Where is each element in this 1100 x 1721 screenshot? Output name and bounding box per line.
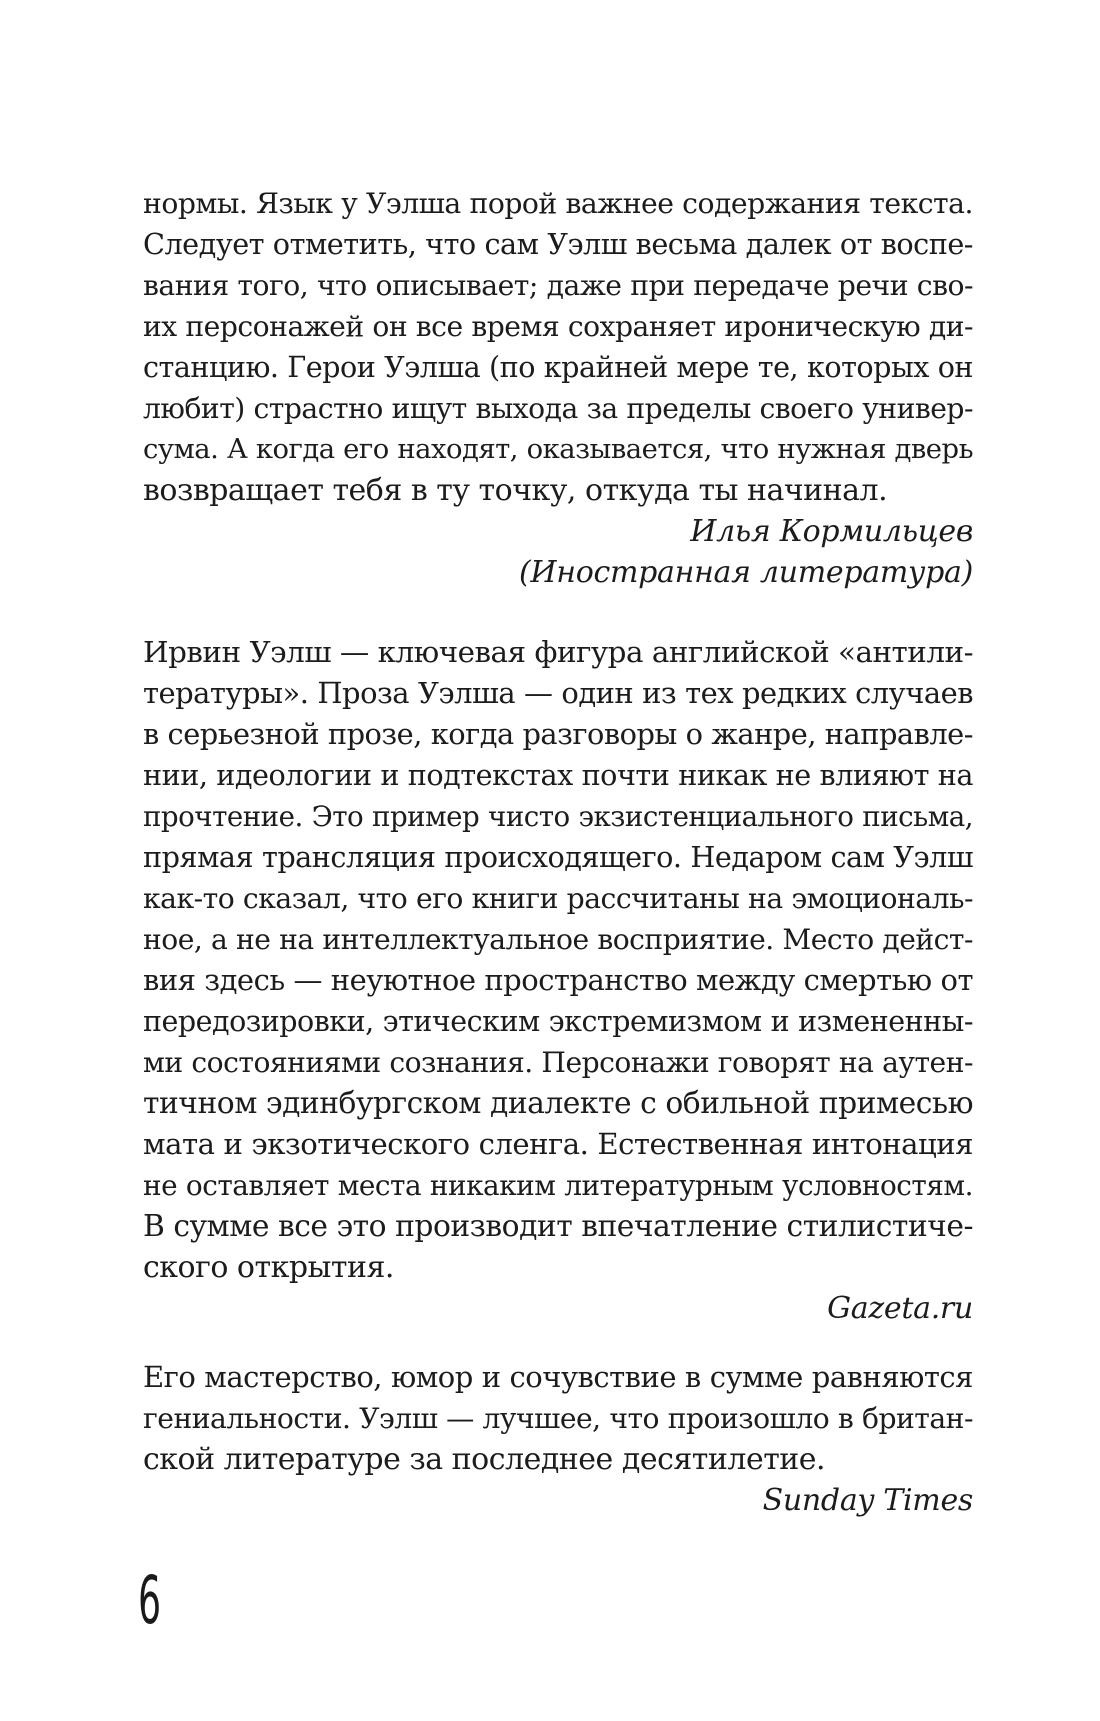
text-line: Его мастерство, юмор и сочувствие в сумме равняются (143, 1360, 973, 1394)
text-line: вания того, что описывает; даже при передаче речи сво- (143, 269, 973, 302)
review-gazeta (143, 632, 973, 1329)
review-sunday-times (143, 1357, 973, 1521)
text-line: Ирвин Уэлш — ключевая фигура английской «антили- (143, 635, 973, 669)
text-line: не оставляет места никаким литературным условностям. (143, 1169, 973, 1202)
text-line: прямая трансляция происходящего. Недаром сам Уэлш (143, 840, 973, 874)
text-line: ской литературе за последнее десятилетие. (143, 1442, 826, 1477)
text-line: ми состояниями сознания. Персонажи говорят на аутен- (143, 1046, 973, 1079)
attribution-source: Sunday Times (762, 1483, 973, 1518)
text-line: нормы. Язык у Уэлша порой важнее содержания текста. (143, 187, 973, 220)
review-kormiltsev (143, 183, 973, 593)
attribution-source: Gazeta.ru (827, 1291, 973, 1326)
text-line: тичном эдинбургском диалекте с обильной примесью (143, 1086, 973, 1121)
text-line: ского открытия. (143, 1250, 394, 1285)
text-line: ное, а не на интеллектуальное восприятие. Место дейст- (143, 923, 973, 956)
text-line: тературы». Проза Уэлша — один из тех редких случаев (143, 676, 973, 710)
text-line: их персонажей он все время сохраняет ироническую ди- (143, 310, 973, 343)
text-line: сума. А когда его находят, оказывается, что нужная дверь (143, 434, 973, 465)
text-line: вия здесь — неуютное пространство между смертью от (143, 963, 973, 997)
text-line: гениальности. Уэлш — лучшее, что произошло в британ- (143, 1402, 973, 1435)
text-line: нии, идеологии и подтекстах почти никак не влияют на (143, 758, 973, 792)
text-line: В сумме все это производит впечатление стилистиче- (143, 1209, 973, 1244)
text-line: мата и экзотического сленга. Естественная интонация (143, 1127, 973, 1161)
page-number: 6 (138, 1562, 162, 1639)
text-line: в серьезной прозе, когда разговоры о жанре, направле- (143, 717, 973, 751)
text-line: любит) страстно ищут выхода за пределы своего универ- (143, 392, 973, 425)
text-line: как-то сказал, что его книги рассчитаны на эмоциональ- (143, 882, 973, 915)
attribution-source: (Иностранная литература) (519, 555, 973, 590)
text-line: Следует отметить, что сам Уэлш весьма далек от воспе- (143, 227, 973, 261)
text-line: станцию. Герои Уэлша (по крайней мере те, которых он (143, 350, 973, 384)
text-line: возвращает тебя в ту точку, откуда ты начинал. (143, 473, 888, 508)
attribution-author: Илья Кормильцев (690, 514, 973, 549)
text-line: передозировки, этическим экстремизмом и измененны- (143, 1005, 973, 1038)
text-line: прочтение. Это пример чисто экзистенциального письма, (143, 800, 973, 833)
